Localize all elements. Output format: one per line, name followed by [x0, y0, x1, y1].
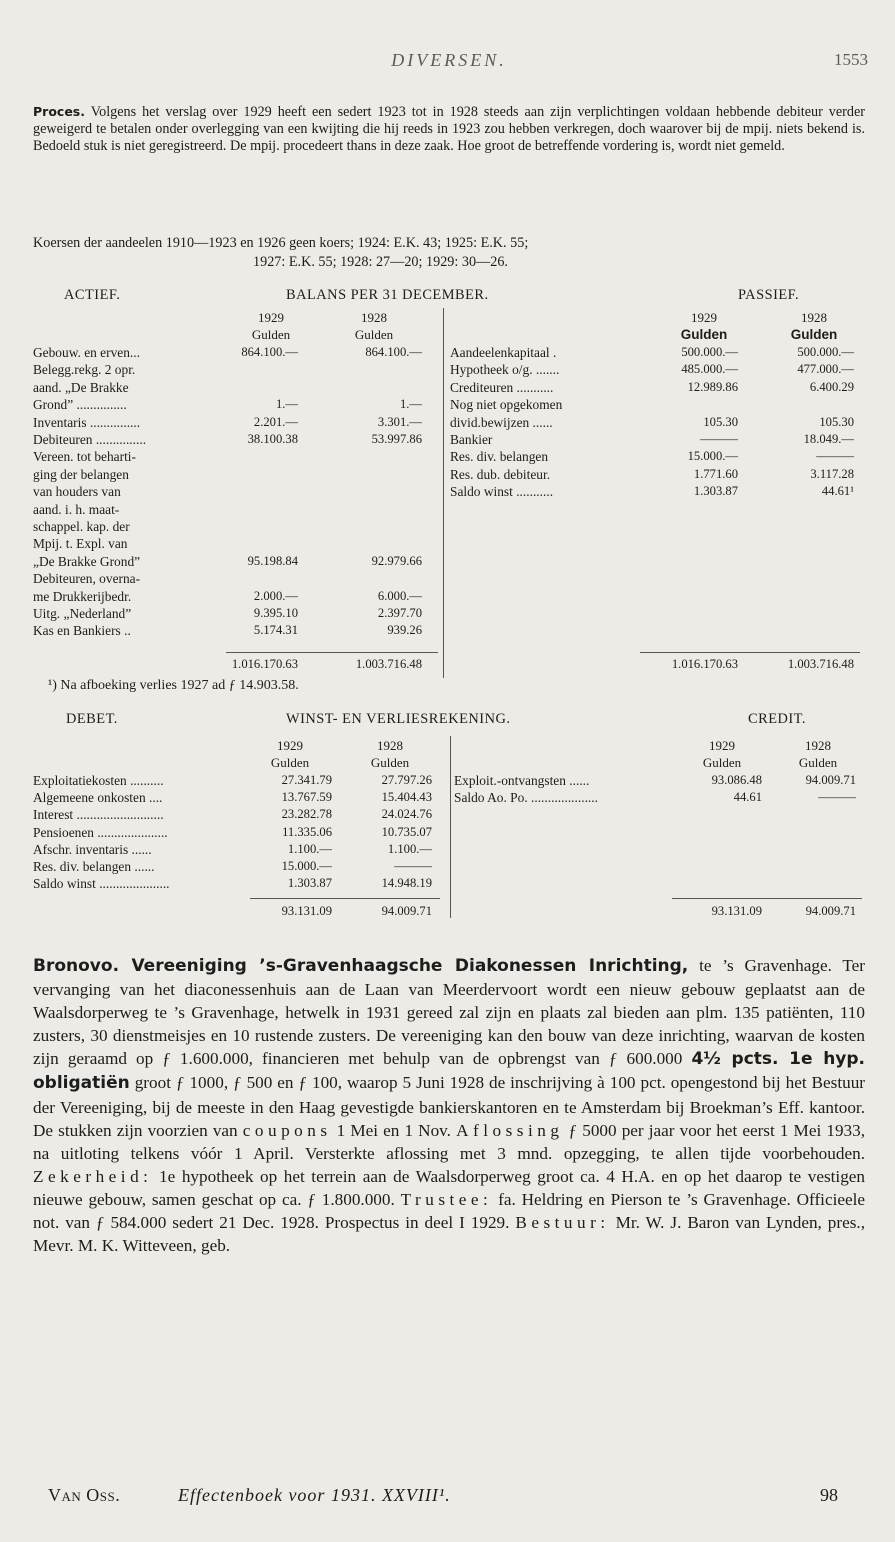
row-label: Hypotheek o/g. ....... — [450, 362, 560, 378]
row-label: Res. div. belangen — [450, 449, 549, 465]
row-label: Gebouw. en erven... — [33, 345, 140, 360]
row-label: Exploitatiekosten .......... — [33, 773, 164, 788]
footer-page-number: 98 — [820, 1485, 838, 1505]
row-value-1928: 53.997.86 — [371, 432, 422, 446]
row-label: Res. div. belangen ...... — [33, 859, 155, 874]
table-row — [0, 379, 895, 396]
row-label: Aandeelenkapitaal . — [450, 345, 557, 360]
row-label: „De Brakke Grond” — [33, 553, 141, 569]
row-value-1928: ——— — [394, 859, 432, 873]
wv-right-unit-2: Gulden — [798, 755, 838, 770]
table-row — [0, 605, 895, 622]
row-label: Nog niet opgekomen — [450, 397, 563, 413]
row-label: divid.bewijzen ...... — [450, 414, 553, 430]
balans-actief-label: ACTIEF. — [64, 287, 121, 303]
page-header — [30, 50, 868, 76]
row-value-1929: 1.771.60 — [693, 466, 738, 481]
row-value-1929: 13.767.59 — [281, 790, 332, 805]
row-value-1929: 1.303.87 — [693, 484, 738, 499]
row-value-1929: 11.335.06 — [282, 824, 332, 839]
row-value-1928: 6.000.— — [377, 588, 422, 603]
row-value-1928: 24.024.76 — [381, 807, 432, 822]
balans-left-total-rule — [226, 652, 438, 653]
balans-left-unit-1: Gulden — [251, 327, 291, 342]
row-label: aand. „De Brakke — [33, 379, 129, 395]
table-row — [0, 483, 895, 500]
proces-lead: Proces. — [33, 104, 85, 119]
row-value-1929: 15.000.— — [281, 859, 332, 873]
row-value-1928: 864.100.— — [365, 345, 422, 359]
row-label: schappel. kap. der — [33, 519, 130, 534]
page-footer — [48, 1485, 838, 1511]
row-value-1928: ——— — [816, 449, 854, 464]
row-value-1928: 14.948.19 — [381, 876, 432, 891]
table-row — [0, 570, 895, 587]
wv-right-total-1929: 93.131.09 — [711, 904, 762, 918]
row-label: Inventaris ............... — [33, 414, 141, 430]
row-label: Grond” ............... — [33, 397, 127, 413]
row-label: Debiteuren ............... — [33, 432, 147, 447]
bronovo-trustee: Trustee: — [400, 1189, 493, 1209]
table-row — [0, 501, 895, 518]
wv-left-total-rule — [250, 898, 440, 899]
table-row — [0, 414, 895, 431]
row-label: aand. i. h. maat- — [33, 501, 120, 517]
balans-footnote: ¹) Na afboeking verlies 1927 ad ƒ 14.903.58. — [48, 678, 299, 693]
table-row — [0, 535, 895, 552]
row-value-1928: 2.397.70 — [377, 606, 422, 620]
row-label: Uitg. „Nederland” — [33, 606, 132, 621]
row-label: Afschr. inventaris ...... — [33, 841, 152, 857]
row-label: Mpij. t. Expl. van — [33, 536, 128, 552]
table-row — [0, 344, 895, 361]
table-row — [0, 841, 895, 858]
row-label: Belegg.rekg. 2 opr. — [33, 362, 136, 378]
row-value-1929: 1.100.— — [287, 841, 332, 856]
koersen-line-2: 1927: E.K. 55; 1928: 27—20; 1929: 30—26. — [253, 254, 508, 270]
running-title: DIVERSEN. — [391, 50, 507, 70]
bronovo-text-2: groot ƒ 1000, ƒ 500 en ƒ 100, waarop 5 Juni 1928 de inschrijving à 100 pct. opengestond bij het Bestuur der Vereeniging, bij de meeste in den Haag gevestigde bankierskantoren en te Amsterdam bij Broekman’s Eff. kantoor. De stukken zijn voorzien van — [33, 1073, 866, 1140]
table-row — [0, 518, 895, 535]
row-value-1929: 5.174.31 — [253, 623, 298, 638]
wv-debet-label: DEBET. — [66, 711, 118, 727]
row-label: Res. dub. debiteur. — [450, 466, 551, 482]
balans-right-total-rule — [640, 652, 860, 653]
bronovo-text-4: ƒ 5000 per jaar voor het eerst 1 Mei 1933, na uitloting telkens vóór 1 April. Versterkte aflossing met 3 mnd. opzegging, te allen tijde voorbehouden. — [33, 1120, 866, 1163]
balans-left-year-1: 1929 — [258, 310, 284, 325]
table-row — [0, 858, 895, 875]
bronovo-zekerheid: Zekerheid: — [33, 1166, 153, 1186]
wv-left-year-1: 1929 — [277, 738, 303, 753]
table-row — [0, 789, 895, 806]
wv-right-year-2: 1928 — [805, 738, 831, 753]
row-label: ging der belangen — [33, 466, 129, 482]
balans-left-year-2: 1928 — [361, 310, 387, 325]
row-value-1929: ——— — [700, 432, 738, 446]
row-value-1928: 1.— — [399, 397, 422, 412]
row-value-1929: 2.000.— — [253, 588, 298, 603]
table-row — [0, 361, 895, 378]
balans-right-total-1929: 1.016.170.63 — [671, 657, 738, 671]
row-value-1928: 500.000.— — [797, 345, 854, 359]
balans-passief-label: PASSIEF. — [738, 287, 800, 303]
row-value-1929: 44.61 — [733, 790, 762, 805]
wv-left-unit-2: Gulden — [370, 755, 410, 770]
proces-paragraph — [33, 103, 865, 156]
row-label: Vereen. tot beharti- — [33, 449, 136, 465]
row-value-1929: 2.201.— — [253, 414, 298, 429]
bronovo-text-3: 1 Mei en 1 Nov. — [336, 1120, 451, 1140]
row-label: van houders van — [33, 484, 121, 500]
row-value-1928: 3.301.— — [377, 414, 422, 429]
bronovo-bestuur: Bestuur: — [515, 1213, 610, 1233]
table-row — [0, 466, 895, 483]
bronovo-heading: Bronovo. Vereeniging ’s-Gravenhaagsche Diakonessen Inrichting, — [33, 956, 689, 976]
table-row — [0, 824, 895, 841]
row-value-1928: 6.400.29 — [809, 379, 854, 394]
balans-right-unit-1: Gulden — [680, 327, 728, 342]
bronovo-text-5: 1e hypotheek op het terrein aan de Waalsdorperweg groot ca. 4 H.A. en op het daarop te vestigen nieuwe gebouw, samen geschat op ca. ƒ 1.800.000. — [33, 1166, 866, 1209]
bronovo-coupons: coupons — [242, 1120, 332, 1140]
row-value-1928: 10.735.07 — [381, 824, 432, 839]
row-value-1928: 939.26 — [387, 623, 422, 638]
table-row — [0, 431, 895, 448]
bronovo-text-7: Mr. W. J. Baron van Lynden, pres., Mevr. M. K. Witteveen, geb. — [33, 1213, 866, 1256]
row-value-1928: 15.404.43 — [381, 790, 432, 805]
balans-left-total-1928: 1.003.716.48 — [355, 657, 422, 671]
table-row — [0, 875, 895, 892]
balans-left-unit-2: Gulden — [354, 327, 394, 342]
bronovo-obligaties: 4½ pcts. 1e hyp. obligatiën — [33, 1049, 865, 1094]
row-value-1929: 27.341.79 — [281, 773, 332, 787]
row-value-1929: 93.086.48 — [711, 773, 762, 787]
row-value-1928: 3.117.28 — [810, 466, 854, 481]
balans-left-total-1929: 1.016.170.63 — [231, 657, 298, 671]
table-row — [0, 448, 895, 465]
bronovo-aflossing: Aflossing — [456, 1120, 564, 1140]
row-value-1928: 92.979.66 — [371, 553, 422, 568]
row-label: Exploit.-ontvangsten ...... — [454, 773, 590, 788]
row-value-1928: 44.61¹ — [821, 484, 854, 499]
page-number: 1553 — [834, 50, 868, 69]
row-value-1929: 485.000.— — [681, 362, 738, 377]
row-value-1929: 1.— — [275, 397, 298, 412]
row-label: Crediteuren ........... — [450, 379, 554, 395]
row-value-1928: ——— — [818, 790, 856, 805]
table-row — [0, 772, 895, 789]
row-value-1929: 23.282.78 — [281, 807, 332, 822]
table-row — [0, 396, 895, 413]
row-label: Bankier — [450, 432, 493, 447]
row-label: Interest .......................... — [33, 807, 164, 823]
row-label: me Drukkerijbedr. — [33, 588, 132, 604]
wv-credit-label: CREDIT. — [748, 711, 806, 727]
row-value-1929: 12.989.86 — [687, 379, 738, 394]
bronovo-text-6: fa. Heldring en Pierson te ’s Gravenhage. Officieele not. van ƒ 584.000 sedert 21 Dec. 1928. Prospectus in deel I 1929. — [33, 1189, 866, 1233]
balans-right-total-1928: 1.003.716.48 — [787, 657, 854, 671]
table-row — [0, 622, 895, 639]
wv-left-total-1928: 94.009.71 — [381, 904, 432, 918]
row-label: Pensioenen ..................... — [33, 824, 168, 840]
wv-title: WINST- EN VERLIESREKENING. — [286, 711, 511, 727]
table-row — [0, 553, 895, 570]
row-value-1929: 95.198.84 — [247, 553, 298, 568]
koersen-paragraph — [33, 234, 865, 272]
row-value-1929: 864.100.— — [241, 345, 298, 359]
row-value-1929: 1.303.87 — [287, 876, 332, 891]
wv-left-total-1929: 93.131.09 — [281, 904, 332, 918]
row-value-1929: 9.395.10 — [253, 606, 298, 620]
row-value-1928: 477.000.— — [797, 362, 854, 377]
wv-right-unit-1: Gulden — [702, 755, 742, 770]
footer-publisher: Van Oss. — [48, 1485, 121, 1505]
row-value-1929: 15.000.— — [687, 449, 738, 464]
wv-left-year-2: 1928 — [377, 738, 403, 753]
balans-right-year-2: 1928 — [801, 310, 827, 325]
wv-right-total-1928: 94.009.71 — [805, 904, 856, 918]
row-value-1929: 38.100.38 — [247, 432, 298, 446]
row-label: Algemeene onkosten .... — [33, 790, 163, 806]
wv-left-unit-1: Gulden — [270, 755, 310, 770]
bronovo-article — [33, 954, 865, 1257]
footer-book-title: Effectenboek voor 1931. XXVIII¹. — [178, 1485, 451, 1505]
row-value-1928: 18.049.— — [803, 432, 854, 446]
proces-text: Volgens het verslag over 1929 heeft een sedert 1923 tot in 1928 steeds aan zijn verplichtingen voldaan hebbende debiteur verder geweigerd te betalen onder overlegging van een kwijting die hij reeds in 1923 zou hebben verkregen, doch waarover bij de mpij. niets bekend is. Bedoeld stuk is niet geregistreerd. De mpij. procedeert thans in deze zaak. Hoe groot de betreffende vordering is, wordt niet gemeld. — [33, 104, 865, 155]
row-value-1928: 1.100.— — [387, 841, 432, 856]
row-value-1928: 94.009.71 — [805, 773, 856, 787]
row-label: Kas en Bankiers .. — [33, 623, 131, 639]
bronovo-text-1: te ’s Gravenhage. Ter vervanging van het diaconessenhuis aan de Laan van Meerdervoort wordt een nieuw gebouw geplaatst aan de Waalsdorperweg te ’s Gravenhage, hetwelk in 1931 gereed zal zijn en plaats zal bieden aan plm. 135 patiënten, 110 zusters, 30 dienstmeisjes en 10 rustende zusters. De vereeniging kan den bouw van deze inrichting, waarvan de kosten zijn geraamd op ƒ 1.600.000, financieren met behulp van de opbrengst van ƒ 600.000 — [33, 956, 866, 1069]
row-value-1928: 27.797.26 — [381, 773, 432, 787]
row-value-1929: 500.000.— — [681, 345, 738, 359]
row-label: Saldo winst ........... — [450, 484, 554, 500]
row-value-1929: 105.30 — [703, 414, 738, 429]
row-value-1928: 105.30 — [819, 414, 854, 429]
koersen-line-1: Koersen der aandeelen 1910—1923 en 1926 geen koers; 1924: E.K. 43; 1925: E.K. 55; — [33, 235, 529, 251]
wv-right-year-1: 1929 — [709, 738, 735, 753]
balans-right-unit-2: Gulden — [790, 327, 838, 342]
wv-right-total-rule — [672, 898, 862, 899]
table-row — [0, 806, 895, 823]
row-label: Saldo Ao. Po. .................... — [454, 790, 598, 806]
table-row — [0, 588, 895, 605]
balans-right-year-1: 1929 — [691, 310, 717, 325]
row-label: Saldo winst ..................... — [33, 876, 170, 892]
balans-title: BALANS PER 31 DECEMBER. — [286, 287, 489, 303]
row-label: Debiteuren, overna- — [33, 571, 141, 587]
